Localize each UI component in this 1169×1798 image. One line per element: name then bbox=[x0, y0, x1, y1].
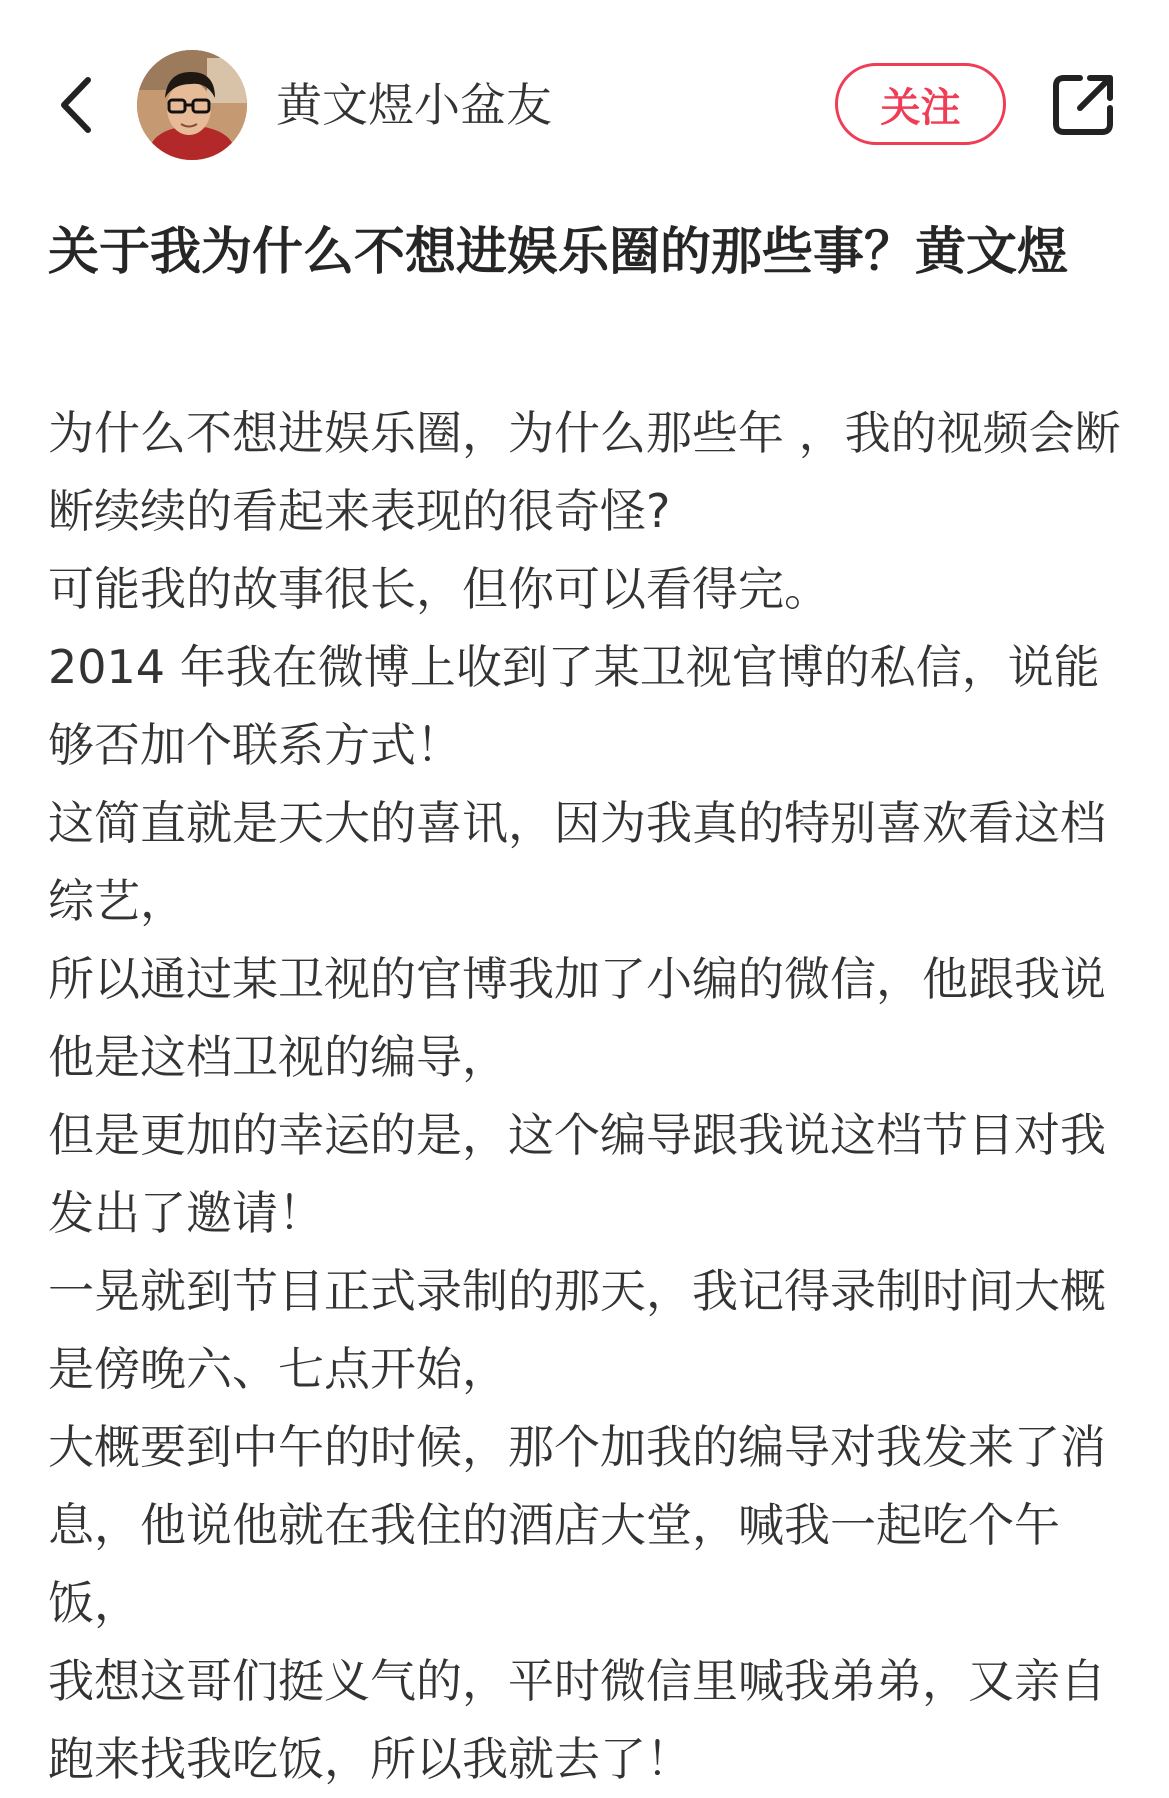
author-name[interactable]: 黄文煜小盆友 bbox=[276, 78, 552, 132]
post-header bbox=[0, 0, 1169, 210]
post-paragraph: 为什么不想进娱乐圈，为什么那些年 ，我的视频会断断续续的看起来表现的很奇怪? bbox=[48, 406, 1121, 538]
post-paragraph: 大概要到中午的时候，那个加我的编导对我发来了消息，他说他就在我住的酒店大堂，喊我一起吃个午饭， bbox=[48, 1420, 1106, 1630]
post-paragraph: 我想这哥们挺义气的，平时微信里喊我弟弟，又亲自跑来找我吃饭，所以我就去了！ bbox=[48, 1654, 1106, 1786]
back-button[interactable] bbox=[50, 70, 100, 140]
post-paragraph: 可能我的故事很长，但你可以看得完。 bbox=[48, 562, 830, 616]
post-body bbox=[48, 394, 1128, 1798]
post-paragraph: 但是更加的幸运的是，这个编导跟我说这档节目对我发出了邀请！ bbox=[48, 1108, 1106, 1240]
post-title: 关于我为什么不想进娱乐圈的那些事？黄文煜 bbox=[48, 223, 1069, 282]
post-paragraph: 一晃就到节目正式录制的那天，我记得录制时间大概是傍晚六、七点开始， bbox=[48, 1264, 1106, 1396]
share-button[interactable] bbox=[1050, 70, 1118, 138]
avatar[interactable] bbox=[137, 50, 247, 160]
share-external-icon bbox=[1050, 70, 1118, 138]
post-paragraph: 所以通过某卫视的官博我加了小编的微信，他跟我说他是这档卫视的编导， bbox=[48, 952, 1106, 1084]
chevron-left-icon bbox=[58, 76, 92, 134]
follow-button[interactable]: 关注 bbox=[835, 63, 1006, 145]
post-paragraph: 这简直就是天大的喜讯，因为我真的特别喜欢看这档综艺， bbox=[48, 796, 1106, 928]
avatar-image bbox=[137, 50, 247, 160]
post-paragraph: 2014 年我在微博上收到了某卫视官博的私信，说能够否加个联系方式！ bbox=[48, 640, 1100, 772]
